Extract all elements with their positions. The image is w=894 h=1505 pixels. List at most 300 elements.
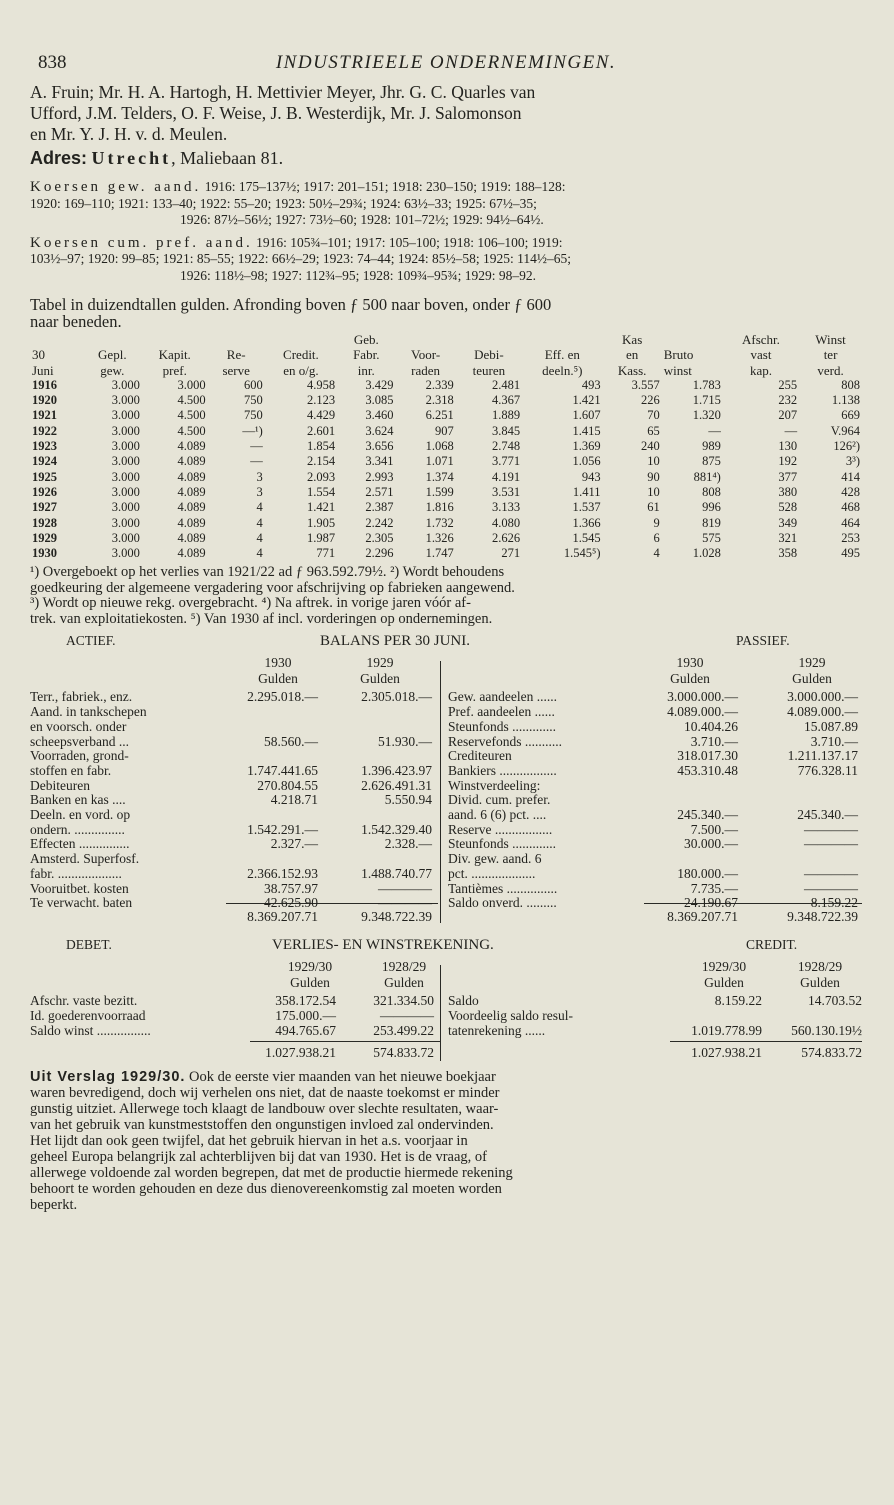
report-line: gunstig uitziet. Allerwege toch klaagt de landbouw over slechte resultaten, waar- — [30, 1101, 499, 1118]
table-cell: 1.366 — [572, 515, 601, 530]
table-cell: 2.601 — [306, 423, 336, 438]
directors-line: en Mr. Y. J. H. v. d. Meulen. — [30, 124, 228, 144]
liability-label: Pref. aandeelen ...... — [448, 704, 555, 720]
table-header-cell — [30, 332, 83, 347]
courses-common-label: Koersen gew. aand. — [30, 179, 202, 195]
table-cell: 4.080 — [491, 515, 521, 530]
table-cell: 130 — [778, 439, 798, 454]
table-cell: 669 — [841, 408, 860, 423]
liability-label: Tantièmes ............... — [448, 880, 558, 896]
table-header-cell — [208, 332, 265, 347]
currency-label: Gulden — [258, 671, 298, 687]
liability-value-1929: ———— — [804, 865, 858, 881]
table-cell: 1.421 — [306, 500, 336, 515]
liability-label: Saldo onverd. ......... — [448, 895, 557, 911]
table-header-row — [30, 332, 862, 347]
table-cell: 4 — [653, 546, 660, 561]
table-cell: 996 — [702, 500, 721, 515]
asset-value-1930: 2.295.018.— — [247, 689, 318, 705]
liability-value-1929: ———— — [804, 821, 858, 837]
table-cell: 808 — [702, 484, 721, 499]
table-header-cell — [395, 332, 455, 347]
table-cell: 3.429 — [365, 377, 394, 392]
table-cell: 207 — [778, 408, 798, 423]
liability-value-1929: 245.340.— — [797, 807, 858, 823]
liability-label: Reserve ................. — [448, 821, 553, 837]
table-cell: 575 — [702, 530, 721, 545]
courses-line: 103½–97; 1920: 99–85; 1921: 85–55; 1922: 66½–29; 1923: 74–44; 1924: 85½–58; 1925: 114½–65; — [30, 251, 572, 266]
liabilities-total-1929: 9.348.722.39 — [787, 909, 858, 925]
report-line: behoort te worden gehouden en deze dus dienovereenkomstig zal moeten worden — [30, 1181, 502, 1198]
asset-value-1929: ———— — [378, 895, 432, 911]
table-header-row — [30, 363, 862, 378]
table-header-cell — [142, 332, 208, 347]
table-cell: 3.000 — [111, 454, 140, 469]
table-cell: 1.415 — [572, 423, 601, 438]
report-line: Ook de eerste vier maanden van het nieuwe boekjaar — [189, 1069, 496, 1086]
table-header-cell: Fabr. — [353, 347, 380, 363]
liabilities-total-1930: 8.369.207.71 — [667, 909, 738, 925]
debit-heading: DEBET. — [66, 937, 112, 953]
directors-list — [30, 82, 862, 145]
currency-label: Gulden — [792, 671, 832, 687]
table-cell: 1.374 — [425, 469, 454, 484]
table-row — [30, 454, 862, 469]
liability-value-1929: 776.328.11 — [797, 762, 858, 778]
address-label: Adres: — [30, 148, 88, 168]
liability-label: Reservefonds ........... — [448, 733, 562, 749]
table-cell: 3.460 — [365, 408, 394, 423]
liability-label: Crediteuren — [448, 748, 512, 764]
footnote-line: ¹) Overgeboekt op het verlies van 1921/22 ad ƒ 963.592.79½. ²) Wordt behoudens — [30, 564, 505, 581]
asset-value-1929: ———— — [378, 880, 432, 896]
table-header-row — [30, 347, 862, 362]
report-line: Het lijdt dan ook geen twijfel, dat het gebruik hiervan in het a.s. voorjaar in — [30, 1133, 468, 1150]
credit-value-1929-30: 8.159.22 — [714, 993, 762, 1009]
table-header-cell: Kapit. — [158, 347, 191, 363]
page-header — [30, 48, 862, 82]
table-row — [30, 393, 862, 408]
year-cell: 1928 — [32, 515, 57, 530]
table-cell: 3.000 — [111, 423, 140, 438]
asset-value-1929: 5.550.94 — [384, 792, 432, 808]
table-cell: 321 — [778, 530, 798, 545]
table-cell: V.964 — [830, 423, 860, 438]
table-row — [30, 408, 862, 423]
credit-label: Voordeelig saldo resul- — [448, 1008, 573, 1024]
asset-label: Banken en kas .... — [30, 792, 126, 808]
table-cell: 240 — [640, 439, 660, 454]
asset-value-1930: 1.747.441.65 — [247, 762, 318, 778]
liability-label: Divid. cum. prefer. — [448, 792, 551, 808]
credit-value-1928-29: 14.703.52 — [808, 993, 862, 1009]
table-cell: 4 — [256, 515, 263, 530]
liability-value-1929: ———— — [804, 880, 858, 896]
table-cell: 4.089 — [177, 500, 206, 515]
debit-total-1929-30: 1.027.938.21 — [265, 1045, 336, 1061]
table-cell: 1.783 — [692, 377, 721, 392]
table-cell: 90 — [647, 469, 660, 484]
year-cell: 1930 — [32, 546, 57, 561]
table-cell: — — [708, 423, 721, 438]
year-label: 1928/29 — [381, 959, 427, 975]
liability-value-1930: 7.735.— — [690, 880, 738, 896]
table-cell: 1.028 — [692, 546, 721, 561]
liability-value-1930: 3.710.— — [690, 733, 738, 749]
report-label: Uit Verslag 1929/30. — [30, 1069, 186, 1086]
table-cell: 1.599 — [425, 484, 454, 499]
table-cell: 4 — [256, 546, 263, 561]
table-cell: 3.771 — [491, 454, 521, 469]
table-cell: 3.000 — [111, 439, 140, 454]
report-line: allerwege voldoende zal worden begrepen, dat met de productie hiermede rekening — [30, 1165, 513, 1182]
credit-total-1929-30: 1.027.938.21 — [691, 1045, 762, 1061]
table-cell: 349 — [778, 515, 798, 530]
table-cell: 4.958 — [306, 377, 336, 392]
assets-total-1929: 9.348.722.39 — [361, 909, 432, 925]
table-header-cell: serve — [222, 362, 250, 378]
table-cell: 1.732 — [425, 515, 454, 530]
asset-value-1930: 38.757.97 — [264, 880, 318, 896]
table-cell: 875 — [702, 454, 721, 469]
table-cell: — — [250, 454, 263, 469]
table-cell: 1.854 — [306, 439, 336, 454]
footnote-line: ³) Wordt op nieuwe rekg. overgebracht. ⁴) Na aftrek. in vorige jaren vóór af- — [30, 595, 471, 612]
total-rule — [250, 1041, 440, 1042]
courses-line: 1926: 87½–56½; 1927: 73½–60; 1928: 101–72½; 1929: 94½–64½. — [180, 212, 544, 227]
table-cell: 3.000 — [111, 546, 140, 561]
profit-loss-account — [30, 937, 862, 1063]
liability-value-1929: 1.211.137.17 — [787, 748, 858, 764]
year-cell: 1926 — [32, 484, 57, 499]
currency-label: Gulden — [290, 975, 330, 991]
total-rule — [670, 1041, 862, 1042]
table-cell: 3.656 — [365, 439, 394, 454]
table-cell: — — [784, 423, 798, 438]
credit-heading: CREDIT. — [746, 937, 798, 953]
table-header-cell: Kass. — [617, 362, 647, 378]
table-header-cell: Debi- — [474, 347, 504, 363]
table-header-cell: en — [626, 347, 639, 363]
table-header-cell: verd. — [817, 362, 844, 378]
table-row — [30, 531, 862, 546]
table-cell: 3.000 — [111, 530, 140, 545]
pl-title: VERLIES- EN WINSTREKENING. — [272, 937, 494, 954]
asset-value-1929: 51.930.— — [378, 733, 432, 749]
table-row — [30, 485, 862, 500]
balance-sheet — [30, 633, 862, 933]
table-cell: 1.987 — [306, 530, 336, 545]
table-cell: 528 — [778, 500, 798, 515]
table-cell: 2.993 — [365, 469, 394, 484]
asset-label: Voorraden, grond- — [30, 748, 129, 764]
table-cell: 1.411 — [572, 484, 601, 499]
courses-line: 1926: 118½–98; 1927: 112¾–95; 1928: 109¾–95¾; 1929: 98–92. — [180, 267, 537, 283]
liabilities-heading: PASSIEF. — [736, 633, 790, 649]
table-cell: —¹) — [242, 423, 263, 438]
table-cell: 3 — [256, 484, 263, 499]
table-cell: 3.133 — [491, 500, 521, 515]
asset-label: Effecten ............... — [30, 836, 130, 852]
table-cell: 808 — [841, 377, 860, 392]
table-cell: 2.339 — [425, 377, 454, 392]
debit-value-1928-29: ———— — [380, 1008, 434, 1024]
liability-value-1930: 180.000.— — [677, 865, 738, 881]
table-cell: 3.557 — [631, 377, 660, 392]
table-cell: 2.154 — [306, 454, 336, 469]
liability-value-1930: 453.310.48 — [677, 762, 738, 778]
table-cell: 1.071 — [425, 454, 454, 469]
table-header-cell: Voor- — [411, 347, 441, 363]
credit-value-1929-30: 1.019.778.99 — [691, 1022, 762, 1038]
asset-value-1929: 1.396.423.97 — [361, 762, 432, 778]
table-cell: 819 — [702, 515, 721, 530]
table-cell: 3.000 — [111, 500, 140, 515]
liability-label: Div. gew. aand. 6 — [448, 851, 542, 867]
table-cell: 943 — [581, 469, 601, 484]
assets-total-1930: 8.369.207.71 — [247, 909, 318, 925]
table-cell: 771 — [316, 546, 336, 561]
table-row — [30, 424, 862, 439]
year-cell: 1922 — [32, 423, 57, 438]
asset-value-1929: 2.305.018.— — [361, 689, 432, 705]
liability-value-1929: 15.087.89 — [804, 718, 858, 734]
courses-preferred-label: Koersen cum. pref. aand. — [30, 234, 253, 251]
currency-label: Gulden — [384, 975, 424, 991]
table-cell: 6.251 — [425, 408, 454, 423]
asset-label: Terr., fabriek., enz. — [30, 689, 133, 705]
table-header-cell: Juni — [32, 362, 54, 378]
currency-label: Gulden — [360, 671, 400, 687]
table-cell: 3.000 — [111, 393, 140, 408]
credit-label: Saldo — [448, 993, 479, 1009]
balance-title: BALANS PER 30 JUNI. — [320, 633, 471, 650]
asset-label: Aand. in tankschepen — [30, 704, 147, 720]
table-header-cell: 30 — [32, 347, 45, 363]
table-cell: 3.000 — [111, 469, 140, 484]
table-cell: 750 — [244, 408, 263, 423]
year-cell: 1923 — [32, 439, 57, 454]
table-header-cell: Geb. — [353, 332, 379, 347]
table-cell: 1.545⁵) — [563, 546, 601, 561]
table-cell: 226 — [640, 393, 660, 408]
currency-label: Gulden — [800, 975, 840, 991]
table-cell: 428 — [841, 484, 860, 499]
table-cell: 2.571 — [365, 484, 394, 499]
debit-value-1929-30: 494.765.67 — [275, 1022, 336, 1038]
year-label: 1929 — [798, 655, 826, 671]
table-cell: 1.554 — [306, 484, 336, 499]
table-cell: 253 — [841, 530, 860, 545]
table-cell: 255 — [778, 377, 798, 392]
courses-line: 1920: 169–110; 1921: 133–40; 1922: 55–20; 1923: 50½–29¾; 1924: 63½–33; 1925: 67½–35; — [30, 195, 537, 211]
address — [30, 147, 862, 169]
year-label: 1928/29 — [797, 959, 843, 975]
liability-label: pct. ................... — [448, 865, 536, 881]
debit-label: Saldo winst ................ — [30, 1022, 151, 1038]
credit-value-1928-29: 560.130.19½ — [791, 1022, 862, 1038]
directors-line: Ufford, J.M. Telders, O. F. Weise, J. B. Westerdijk, Mr. J. Salomonson — [30, 103, 522, 123]
column-rule — [440, 661, 441, 923]
liability-value-1930: 245.340.— — [677, 807, 738, 823]
page-number: 838 — [38, 52, 67, 73]
footnote-line: goedkeuring der algemeene vergadering voor afschrijving op fabrieken aangewend. — [30, 579, 515, 596]
table-header-cell: Gepl. — [98, 347, 127, 363]
column-rule — [440, 965, 441, 1061]
asset-label: Deeln. en vord. op — [30, 807, 131, 823]
debit-total-1928-29: 574.833.72 — [373, 1045, 434, 1061]
table-cell: 6 — [653, 530, 660, 545]
table-cell: 4.500 — [177, 393, 206, 408]
table-row — [30, 378, 862, 393]
running-head: INDUSTRIEELE ONDERNEMINGEN. — [275, 52, 617, 73]
table-cell: 4.191 — [491, 469, 521, 484]
table-cell: 1.421 — [572, 393, 601, 408]
table-header-cell — [265, 332, 337, 347]
liability-value-1929: 8.159.22 — [810, 895, 858, 911]
table-cell: 1.715 — [692, 393, 721, 408]
table-cell: 3.341 — [365, 454, 394, 469]
table-cell: 4.367 — [491, 393, 521, 408]
table-cell: 4 — [256, 530, 263, 545]
asset-value-1929: 1.488.740.77 — [361, 865, 432, 881]
asset-label: Te verwacht. baten — [30, 895, 133, 911]
table-cell: 1.056 — [572, 454, 601, 469]
asset-value-1929: 2.626.491.31 — [361, 777, 432, 793]
table-row — [30, 439, 862, 454]
table-cell: 10 — [647, 484, 660, 499]
table-cell: 2.296 — [365, 546, 394, 561]
year-label: 1929 — [366, 655, 394, 671]
table-header-cell: Bruto — [663, 347, 694, 363]
address-street: , Maliebaan 81. — [171, 148, 284, 168]
courses-preferred — [30, 235, 862, 285]
table-cell: 4.429 — [306, 408, 336, 423]
asset-value-1930: 1.542.291.— — [247, 821, 318, 837]
asset-value-1930: 2.327.— — [270, 836, 318, 852]
table-cell: 4.089 — [177, 439, 206, 454]
table-cell: 4.089 — [177, 469, 206, 484]
table-intro-line: naar beneden. — [30, 312, 122, 331]
table-cell: 3.085 — [365, 393, 394, 408]
liability-value-1930: 24.190.67 — [684, 895, 738, 911]
table-cell: 2.242 — [365, 515, 394, 530]
table-cell: 907 — [434, 423, 454, 438]
liability-label: Steunfonds ............. — [448, 718, 556, 734]
table-header-cell: ter — [823, 347, 838, 363]
directors-line: A. Fruin; Mr. H. A. Hartogh, H. Mettivier Meyer, Jhr. G. C. Quarles van — [30, 82, 536, 102]
report-line: beperkt. — [30, 1197, 78, 1214]
liability-label: Bankiers ................. — [448, 762, 557, 778]
asset-value-1929: 2.328.— — [384, 836, 432, 852]
liability-label: aand. 6 (6) pct. .... — [448, 807, 547, 823]
table-cell: 1.889 — [491, 408, 521, 423]
year-cell: 1920 — [32, 393, 57, 408]
table-cell: 1.545 — [572, 530, 601, 545]
table-intro-line: Tabel in duizendtallen gulden. Afronding boven ƒ 500 naar boven, onder ƒ 600 — [30, 295, 552, 314]
credit-total-1928-29: 574.833.72 — [801, 1045, 862, 1061]
credit-label: tatenrekening ...... — [448, 1022, 546, 1038]
table-header-cell: Eff. en — [544, 347, 580, 363]
asset-label: Debiteuren — [30, 777, 90, 793]
year-label: 1930 — [264, 655, 292, 671]
table-cell: 377 — [778, 469, 798, 484]
liability-value-1929: 3.000.000.— — [787, 689, 858, 705]
table-cell: 1.138 — [831, 393, 860, 408]
table-cell: 989 — [702, 439, 721, 454]
table-cell: 2.123 — [306, 393, 336, 408]
table-cell: 3.000 — [111, 515, 140, 530]
table-header-cell: Afschr. — [742, 332, 780, 347]
table-cell: 70 — [647, 408, 660, 423]
table-cell: 3.845 — [491, 423, 521, 438]
table-cell: 1.068 — [425, 439, 454, 454]
asset-label: fabr. ................... — [30, 865, 122, 881]
asset-label: ondern. ............... — [30, 821, 125, 837]
table-row — [30, 516, 862, 531]
table-header-cell: vast — [750, 347, 772, 363]
liability-value-1930: 318.017.30 — [677, 748, 738, 764]
table-cell: 3.000 — [111, 484, 140, 499]
table-cell: 3 — [256, 469, 263, 484]
table-cell: 232 — [778, 393, 798, 408]
table-cell: 2.626 — [491, 530, 521, 545]
courses-line: 1916: 105¾–101; 1917: 105–100; 1918: 106–100; 1919: — [256, 234, 563, 250]
table-cell: 10 — [647, 454, 660, 469]
table-cell: 3.624 — [365, 423, 394, 438]
asset-label: Amsterd. Superfosf. — [30, 851, 140, 867]
table-cell: — — [250, 439, 263, 454]
table-header-cell — [83, 332, 142, 347]
table-cell: 1.369 — [572, 439, 601, 454]
table-cell: 1.320 — [692, 408, 721, 423]
year-cell: 1925 — [32, 469, 57, 484]
asset-value-1930: 4.218.71 — [270, 792, 318, 808]
debit-value-1928-29: 321.334.50 — [373, 993, 434, 1009]
liability-value-1930: 10.404.26 — [684, 718, 738, 734]
table-cell: 61 — [647, 500, 660, 515]
table-cell: 271 — [501, 546, 521, 561]
liability-value-1930: 4.089.000.— — [667, 704, 738, 720]
table-cell: 468 — [841, 500, 860, 515]
table-header-cell: gew. — [100, 362, 125, 378]
currency-label: Gulden — [670, 671, 710, 687]
table-cell: 2.093 — [306, 469, 336, 484]
table-cell: 495 — [841, 546, 860, 561]
report-line: van het gebruik van kunstmeststoffen den ongunstigen invloed zal ondervinden. — [30, 1117, 494, 1134]
table-cell: 4 — [256, 500, 263, 515]
liability-label: Gew. aandeelen ...... — [448, 689, 557, 705]
annual-report — [30, 1069, 862, 1213]
asset-value-1930: 58.560.— — [264, 733, 318, 749]
table-cell: 750 — [244, 393, 263, 408]
table-header-cell: pref. — [162, 362, 187, 378]
table-header-cell: kap. — [749, 362, 772, 378]
asset-label: en voorsch. onder — [30, 718, 127, 734]
asset-label: stoffen en fabr. — [30, 762, 112, 778]
table-cell: 126²) — [833, 439, 860, 454]
table-cell: 1.816 — [425, 500, 454, 515]
table-cell: 2.481 — [491, 377, 521, 392]
table-cell: 1.747 — [425, 546, 454, 561]
table-cell: 881⁴) — [693, 469, 721, 484]
table-cell: 4.089 — [177, 546, 206, 561]
asset-value-1930: 2.366.152.93 — [247, 865, 318, 881]
table-cell: 4.089 — [177, 454, 206, 469]
liability-value-1930: 3.000.000.— — [667, 689, 738, 705]
asset-value-1930: 270.804.55 — [257, 777, 318, 793]
table-header-cell — [522, 332, 603, 347]
